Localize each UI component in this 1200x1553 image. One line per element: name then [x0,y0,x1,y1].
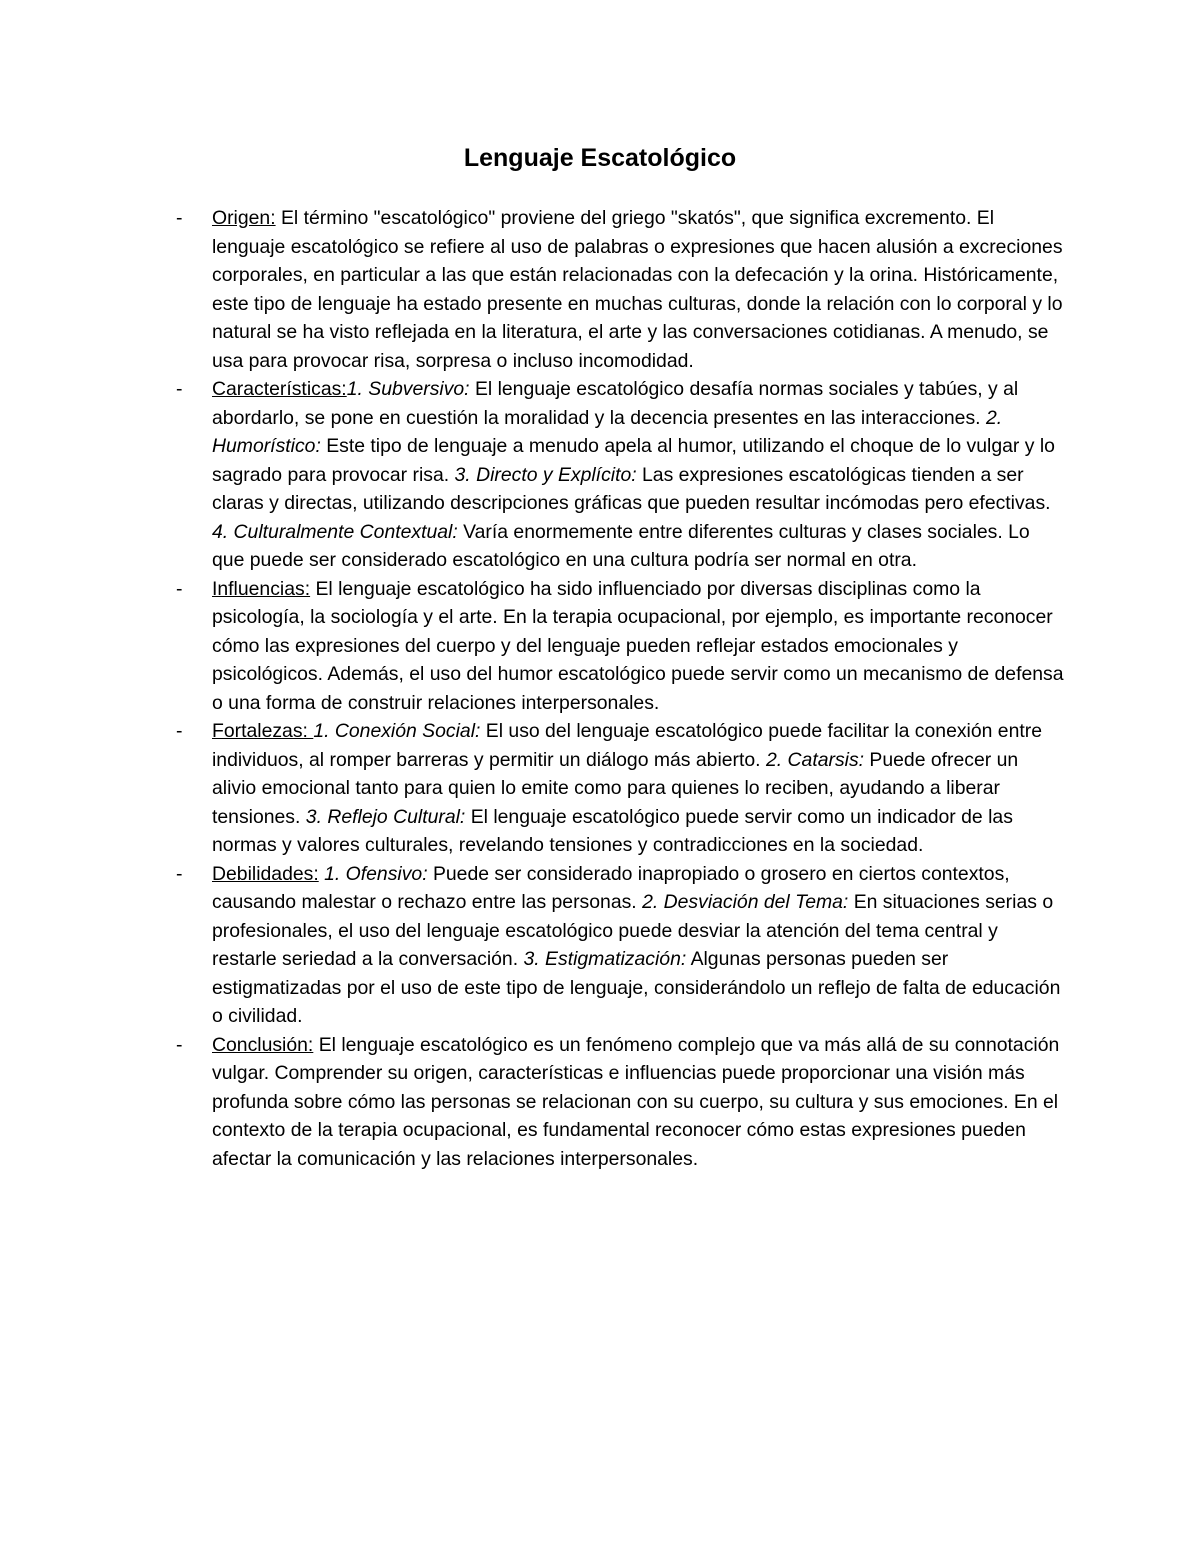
section-label: Características: [212,378,347,400]
body-text: El lenguaje escatológico ha sido influenciado por diversas disciplinas como la psicología, la sociología y el arte. En la terapia ocupacional, por ejemplo, es importante reconocer cómo las expresiones del cuerpo y del lenguaje pueden reflejar estados emocionales y psicológicos. Además, el uso del humor escatológico puede servir como un mecanismo de defensa o una forma de construir relaciones interpersonales. [212,577,1064,714]
section-item [176,1031,1064,1174]
subheading-text: 3. Estigmatización: [523,948,687,970]
section-label: Conclusión: [212,1033,314,1056]
body-text: Este tipo de lenguaje a menudo apela al humor, utilizando el choque de lo vulgar y lo sagrado para provocar risa. [212,435,1055,486]
body-text: Las expresiones escatológicas tienden a ser claras y directas, utilizando descripciones gráficas que pueden resultar incómodas pero efectivas. [212,463,1051,514]
bullet-dash: - [176,577,183,600]
section-label: Influencias: [212,577,311,600]
section-label: Origen: [212,207,276,229]
document-title: Lenguaje Escatológico [463,144,737,172]
section-item [176,204,1064,375]
section-item [176,375,1064,575]
bullet-dash: - [176,207,183,229]
bullet-dash: - [176,1033,183,1056]
subheading-text: 2. Humorístico: [212,406,1003,457]
body-text: En situaciones serias o profesionales, el uso del lenguaje escatológico puede desviar la atención del tema central y restarle seriedad a la conversación. [212,891,1054,970]
body-text: Algunas personas pueden ser estigmatizadas por el uso de este tipo de lenguaje, considerándolo un reflejo de falta de educación o civilidad. [212,948,1061,1027]
body-text: Varía enormemente entre diferentes culturas y clases sociales. Lo que puede ser considerado escatológico en una cultura podría ser normal en otra. [212,520,1030,571]
bullet-dash: - [176,720,183,742]
subheading-text: 3. Reflejo Cultural: [305,805,466,828]
body-text: El lenguaje escatológico es un fenómeno complejo que va más allá de su connotación vulgar. Comprender su origen, características e influencias puede proporcionar una visión más profunda sobre cómo las personas se relacionan con su cuerpo, su cultura y sus emociones. En el contexto de la terapia ocupacional, es fundamental reconocer cómo estas expresiones pueden afectar la comunicación y las relaciones interpersonales. [212,1033,1060,1170]
subheading-text: 1. Ofensivo: [324,862,428,885]
body-text: Puede ser considerado inapropiado o grosero en ciertos contextos, causando malestar o rechazo entre las personas. [212,862,1010,913]
section-label: Fortalezas: [212,720,314,742]
bullet-dash: - [176,862,183,885]
subheading-text: 1. Subversivo: [346,378,470,400]
subheading-text: 4. Culturalmente Contextual: [212,520,458,543]
section-item [176,717,1064,860]
body-text: El lenguaje escatológico puede servir como un indicador de las normas y valores culturales, revelando tensiones y contradicciones en la sociedad. [212,805,1013,856]
section-label: Debilidades: [212,862,319,885]
section-item [176,575,1064,718]
bullet-dash: - [176,378,183,400]
subheading-text: 2. Desviación del Tema: [642,891,849,913]
body-text: Puede ofrecer un alivio emocional tanto para quien lo emite como para quienes lo reciben, ayudando a liberar tensiones. [212,748,1019,828]
body-text: El uso del lenguaje escatológico puede facilitar la conexión entre individuos, al romper barreras y permitir un diálogo más abierto. [212,720,1043,771]
body-text: El lenguaje escatológico desafía normas sociales y tabúes, y al abordarlo, se pone en cuestión la moralidad y la decencia presentes en las interacciones. [212,378,1019,429]
section-item [176,860,1064,1031]
subheading-text: 1. Conexión Social: [313,720,481,742]
body-text: El término "escatológico" proviene del griego "skatós", que significa excremento. El lenguaje escatológico se refiere al uso de palabras o expresiones que hacen alusión a excreciones corporales, en particular a las que están relacionadas con la defecación y la orina. Históricamente, este tipo de lenguaje ha estado presente en muchas culturas, donde la relación con lo corporal y lo natural se ha visto reflejada en la literatura, el arte y las conversaciones cotidianas. A menudo, se usa para provocar risa, sorpresa o incluso incomodidad. [212,207,1063,372]
bullet-list [176,204,1064,1173]
subheading-text: 3. Directo y Explícito: [454,463,637,486]
subheading-text: 2. Catarsis: [765,748,865,771]
